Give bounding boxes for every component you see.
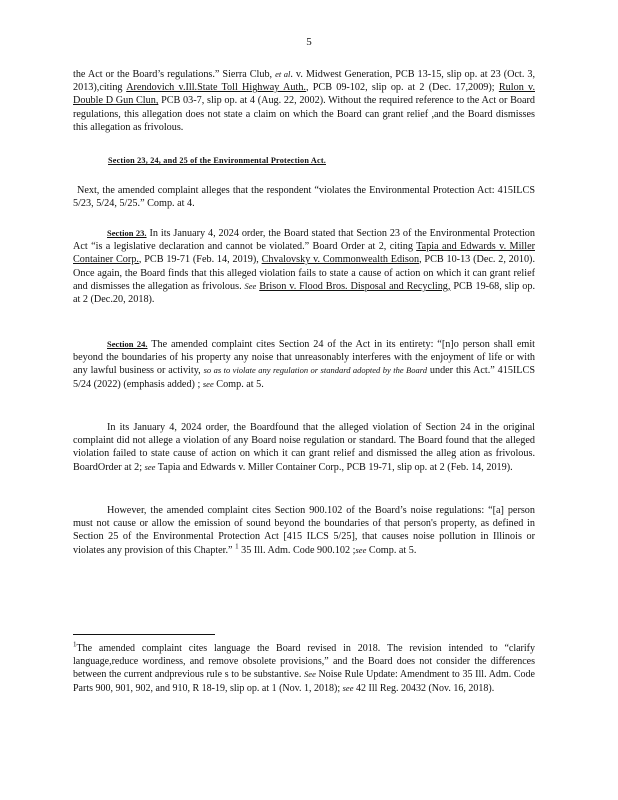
text-run: 42 Ill Reg. 20432 (Nov. 16, 2018). <box>353 682 495 694</box>
page-number: 5 <box>306 36 312 48</box>
italic-signal: see <box>144 461 156 472</box>
section-heading: Section 23, 24, and 25 of the Environmental Protection Act. <box>108 156 326 165</box>
text-run: The amended complaint cites Section 24 of the Act in its entirety: “[n]o person shall emit beyond the boundaries of his property any noise that unreasonably interferes with the enjoyment of life or with any lawful business or activity, <box>73 339 535 377</box>
text-run: Noise Rule Update: Amendment to 35 Ill. Adm. Code Parts 900, 901, 902, and 910, R 18-19, slip op. at 1 (Nov. 1, 2018); <box>73 669 535 694</box>
text-run: Comp. at 5. <box>213 378 264 390</box>
case-name: Arendovich v.Ill.State Toll Highway Auth. <box>126 82 306 94</box>
footnote-divider <box>73 634 215 635</box>
case-name: Chvalovsky v. Commonwealth Edison <box>261 254 420 266</box>
italic-signal: see <box>342 682 354 693</box>
paragraph-section-23 <box>73 227 535 306</box>
paragraph-citations <box>73 68 535 134</box>
italic-signal: see <box>355 544 367 555</box>
text-run: the Act or the Board’s regulations.” Sierra Club, <box>73 69 276 80</box>
footnote-marker: 1 <box>73 640 77 649</box>
text-run: In its January 4, 2024 order, the Boardfound that the alleged violation of Section 24 in the original complaint did not allege a violation of any Board noise regulation or standard. The Board found that the alleged violation failed to state cause of action on which it can grant relief and dismissed the alleg ation as frivolous. BoardOrder at 2; <box>73 422 535 473</box>
footnote-reference: 1 <box>235 542 239 551</box>
text-run: 35 Ill. Adm. Code 900.102 ; <box>238 544 356 556</box>
text-run: PCB 19-68, slip op. at 2 (Dec.20, 2018). <box>73 280 536 306</box>
footnote <box>73 642 535 695</box>
text-run: Comp. at 5. <box>366 544 417 556</box>
italic-signal: see <box>202 378 214 389</box>
subsection-label: Section 24. <box>107 339 148 349</box>
italic-signal: et al <box>275 69 291 79</box>
paragraph-amended-complaint <box>73 184 535 210</box>
paragraph-prior-order <box>73 421 535 474</box>
text-run: The amended complaint cites language the Board revised in 2018. The revision intended to “clarify language,reduce wordiness, and remove obsolete provisions,” and the Board does not consider the differences between the current andprevious rule s to be substantive. <box>73 643 535 681</box>
paragraph-section-900-102 <box>73 504 535 557</box>
italic-signal: See <box>304 669 316 680</box>
text-run: Tapia and Edwards v. Miller Container Corp., PCB 19-71, slip op. at 2 (Feb. 14, 2019). <box>155 461 513 473</box>
text-run: under this Act.” 415ILCS 5/24 (2022) (emphasis added) ; <box>73 365 535 390</box>
text-run: , PCB 10-13 (Dec. 2, 2010). Once again, the Board finds that this alleged violation fails to state a cause of action on which it can grant relief and dismisses the allegation as frivolous. <box>73 254 535 292</box>
text-run: Next, the amended complaint alleges that the respondent “violates the Environmental Protection Act: 415ILCS 5/23, 5/24, 5/25.” Comp. at 4. <box>73 185 535 210</box>
italic-emphasis: so as to violate any regulation or standard adopted by the Board <box>203 365 427 376</box>
subsection-label: Section 23. <box>107 228 147 238</box>
paragraph-section-24 <box>73 338 535 391</box>
case-name: Tapia and Edwards v. Miller Container Corp. <box>73 241 535 266</box>
italic-signal: See <box>244 280 257 291</box>
text-run: However, the amended complaint cites Section 900.102 of the Board’s noise regulations: “[a] person must not cause or allow the emission of sound beyond the boundaries of that person's property, as defined in Section 25 of the Environmental Protection Act [415 ILCS 5/25], that causes noise pollution in Illinois or violates any provision of this Chapter.” <box>73 505 535 556</box>
text-run: . v. Midwest Generation, PCB 13-15, slip op. at 23 (Oct. 3, 2013),citing <box>73 69 535 94</box>
case-name: Rulon v. Double D Gun Clun, <box>73 82 535 107</box>
case-name: Brison v. Flood Bros. Disposal and Recycling, <box>259 280 451 292</box>
text-run: , PCB 09-102, slip op. at 2 (Dec. 17,2009); <box>305 82 499 94</box>
text-run: PCB 03-7, slip op. at 4 (Aug. 22, 2002). Without the required reference to the Act or Board regulations, this allegation does not state a claim on which the Board can grant relief ,and the Board dismisses this allegation as frivolous. <box>73 95 535 133</box>
text-run: In its January 4, 2024 order, the Board stated that Section 23 of the Environmental Protection Act “is a legislative declaration and cannot be violated.” Board Order at 2, citing <box>73 228 535 253</box>
text-run: , PCB 19-71 (Feb. 14, 2019), <box>138 254 262 266</box>
